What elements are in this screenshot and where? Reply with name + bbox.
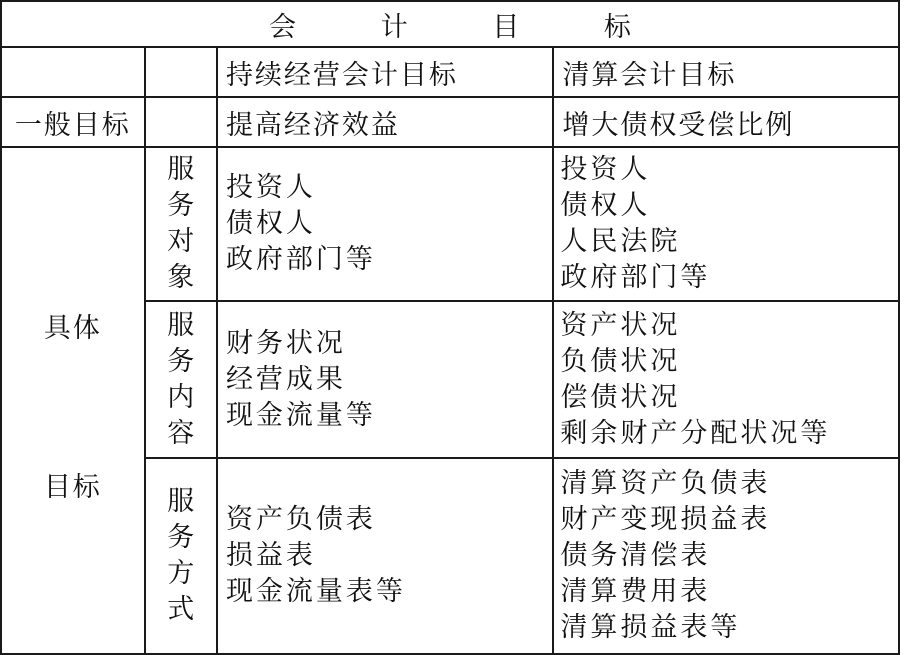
specific-goal-label [1,147,145,654]
category-char: 务 [167,190,195,221]
category-char: 对 [167,226,195,257]
list-item: 经营成果 [225,363,346,395]
list-item: 清算损益表等 [560,612,741,643]
list-item: 偿债状况 [560,381,681,413]
title-row [1,1,899,47]
category-char: 服 [167,486,195,517]
general-goal-label: 一般目标 [1,97,145,147]
specific-label-part1: 具体 [43,313,102,344]
list-item: 资产负债表 [225,504,376,535]
category-char: 内 [167,381,195,413]
category-char: 式 [167,594,195,625]
list-item: 债务清偿表 [560,540,711,571]
list-item: 政府部门等 [225,244,376,275]
list-item: 损益表 [225,540,316,571]
category-char: 容 [167,417,195,449]
list-item: 债权人 [225,208,316,239]
header-blank-1 [1,47,145,97]
category-char: 服 [167,154,195,185]
general-going-concern: 提高经济效益 [217,97,553,147]
category-char: 务 [167,345,195,377]
header-blank-2 [145,47,217,97]
list-item: 现金流量表等 [225,576,406,607]
category-char: 服 [167,309,195,341]
list-item: 投资人 [225,172,316,203]
general-liquidation: 增大债权受偿比例 [553,97,899,147]
header-going-concern: 持续经营会计目标 [217,47,553,97]
going-concern-methods [217,458,553,654]
list-item: 政府部门等 [560,262,711,293]
list-item: 清算资产负债表 [560,468,771,499]
table-title: 会 计 目 标 [1,1,899,47]
list-item: 剩余财产分配状况等 [560,417,831,449]
list-item: 财务状况 [225,327,346,359]
liquidation-methods [553,458,899,654]
specific-row-objects [1,147,899,301]
category-service-content [145,301,217,458]
general-blank [145,97,217,147]
list-item: 债权人 [560,190,651,221]
category-service-methods [145,458,217,654]
going-concern-objects [217,147,553,301]
liquidation-objects [553,147,899,301]
category-char: 务 [167,522,195,553]
liquidation-content [553,301,899,458]
list-item: 资产状况 [560,309,681,341]
list-item: 现金流量等 [225,399,376,431]
list-item: 人民法院 [560,226,681,257]
category-char: 象 [167,262,195,293]
header-liquidation: 清算会计目标 [553,47,899,97]
category-char: 方 [167,558,195,589]
specific-label-part2: 目标 [43,472,102,503]
category-service-objects [145,147,217,301]
list-item: 负债状况 [560,345,681,377]
list-item: 投资人 [560,154,651,185]
general-goal-row [1,97,899,147]
list-item: 清算费用表 [560,576,711,607]
going-concern-content [217,301,553,458]
list-item: 财产变现损益表 [560,504,771,535]
header-row [1,47,899,97]
